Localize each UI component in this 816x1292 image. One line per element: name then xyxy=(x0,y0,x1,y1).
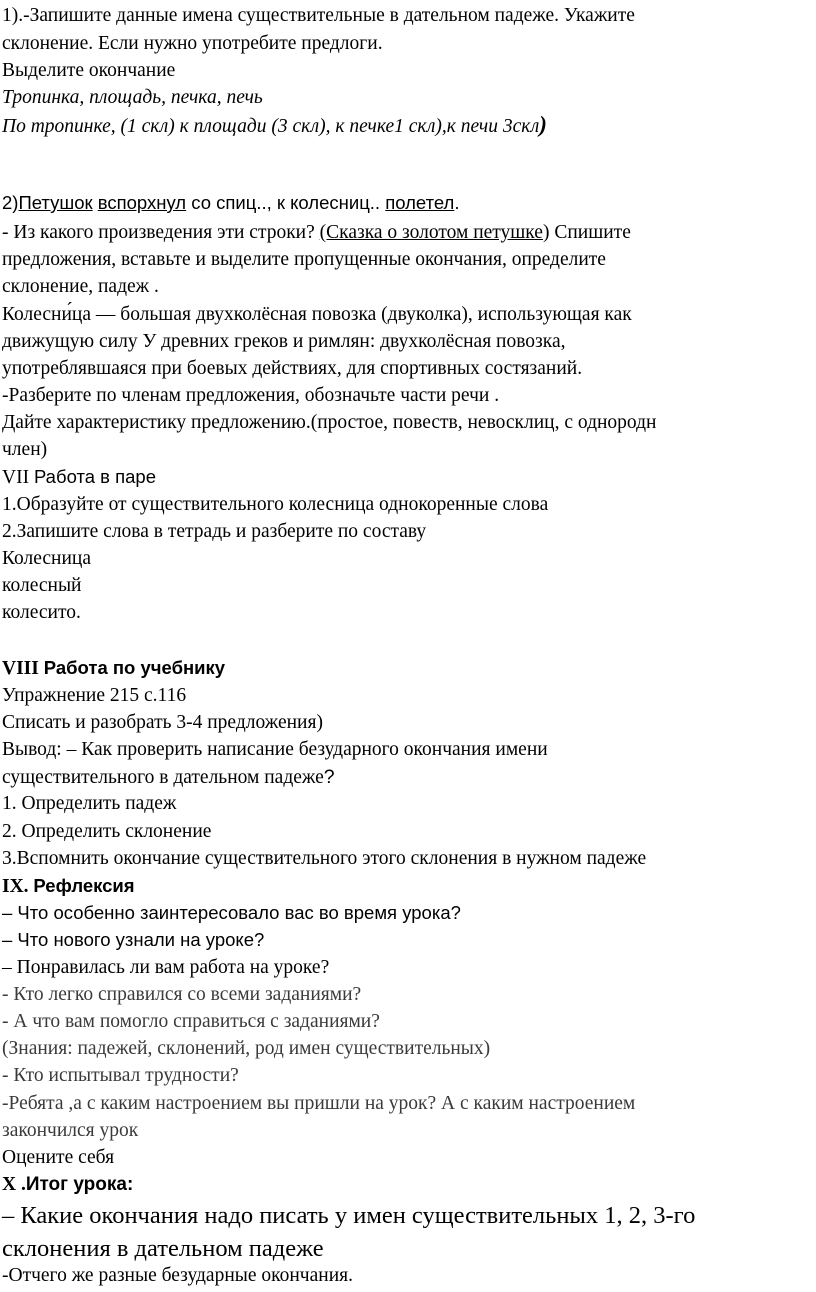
section8-exercise: Упражнение 215 с.116 xyxy=(2,685,187,706)
conclusion-question-mark: ? xyxy=(323,766,335,788)
task2-question-end: ) Спишите xyxy=(542,222,631,243)
section8-number: VIII xyxy=(2,658,44,679)
section7-word1: Колесница xyxy=(2,548,92,569)
task2-question-line3: склонение, падеж . xyxy=(2,276,159,297)
section8-title: Работа по учебнику xyxy=(43,657,226,678)
characteristic-line2: член) xyxy=(2,439,48,460)
section10-title: Итог урока: xyxy=(25,1174,134,1195)
task2-question xyxy=(2,221,631,245)
reflection-q1: – Что особенно заинтересовало вас во время урока? xyxy=(2,902,461,923)
summary-q1-line1: – Какие окончания надо писать у имен существительных 1, 2, 3-го xyxy=(2,1202,696,1229)
section7-title: Работа в паре xyxy=(33,466,156,487)
task2-subject: Петушок xyxy=(18,192,93,213)
reflection-q2: – Что нового узнали на уроке? xyxy=(2,929,265,950)
reflection-q8-line1: -Ребята ,а с каким настроением вы пришли на урок? А с каким настроением xyxy=(2,1093,636,1114)
reflection-q3: – Понравилась ли вам работа на уроке? xyxy=(2,957,330,978)
task1-answer-text: По тропинке, (1 скл) к площади (3 скл), к печке1 скл),к печи 3скл xyxy=(2,116,540,137)
section7-number: VII xyxy=(2,467,34,488)
task2-prefix: 2) xyxy=(2,192,19,213)
definition-line2: движущую силу У древних греков и римлян: двухколёсная повозка, xyxy=(2,331,566,352)
task1-line3: Выделите окончание xyxy=(2,60,176,81)
section7-heading xyxy=(2,465,156,490)
conclusion-line1: Вывод: – Как проверить написание безударного окончания имени xyxy=(2,739,548,760)
reflection-q9: Оцените себя xyxy=(2,1147,115,1168)
task1-line2: склонение. Если нужно употребите предлоги. xyxy=(2,33,383,54)
task2-source: (Сказка о золотом петушке xyxy=(319,222,543,243)
step1: 1. Определить падеж xyxy=(2,793,177,814)
reflection-q4: - Кто легко справился со всеми заданиями? xyxy=(2,984,362,1005)
task1-answer-paren: ) xyxy=(539,112,547,137)
step2: 2. Определить склонение xyxy=(2,821,212,842)
task2-sentence xyxy=(2,191,459,215)
section9-number: IX. xyxy=(2,876,34,897)
task1-answer xyxy=(2,113,547,139)
section7-word2: колесный xyxy=(2,575,82,596)
section10-number: X . xyxy=(2,1174,26,1195)
summary-q1-line2: склонения в дательном падеже xyxy=(2,1235,324,1262)
reflection-q7: - Кто испытывал трудности? xyxy=(2,1065,239,1086)
section7-item2: 2.Запишите слова в тетрадь и разберите по составу xyxy=(2,521,427,542)
reflection-q5: - А что вам помогло справиться с заданиями? xyxy=(2,1011,380,1032)
reflection-q6: (Знания: падежей, склонений, род имен существительных) xyxy=(2,1038,491,1059)
section10-heading xyxy=(2,1173,133,1197)
step3: 3.Вспомнить окончание существительного этого склонения в нужном падеже xyxy=(2,848,647,869)
reflection-q8-line2: закончился урок xyxy=(2,1120,139,1141)
conclusion-text: существительного в дательном падеже xyxy=(2,767,324,788)
conclusion-line2 xyxy=(2,765,335,790)
section8-task: Списать и разобрать 3-4 предложения) xyxy=(2,712,323,733)
section9-title: Рефлексия xyxy=(33,875,135,896)
task2-predicate-2: полетел xyxy=(385,192,455,213)
task1-words: Тропинка, площадь, печка, печь xyxy=(2,87,263,108)
section7-word3: колесито. xyxy=(2,602,81,623)
section9-heading xyxy=(2,874,135,899)
section7-item1: 1.Образуйте от существительного колесница однокоренные слова xyxy=(2,494,549,515)
definition-line1: Колесни́ца — большая двухколёсная повозка (двуколка), использующая как xyxy=(2,304,632,325)
task2-question-start: - Из какого произведения эти строки? xyxy=(2,222,320,243)
task2-end: . xyxy=(454,192,460,213)
summary-q2: -Отчего же разные безударные окончания. xyxy=(2,1265,353,1286)
definition-line3: употреблявшаяся при боевых действиях, для спортивных состязаний. xyxy=(2,358,583,379)
section8-heading xyxy=(2,656,225,681)
task2-middle: со спиц.., к колесниц.. xyxy=(186,192,386,213)
parse-instruction: -Разберите по членам предложения, обозначьте части речи . xyxy=(2,385,500,406)
task2-predicate: вспорхнул xyxy=(97,192,187,213)
characteristic-line1: Дайте характеристику предложению.(простое, повеств, невосклиц, с однородн xyxy=(2,412,657,433)
task2-question-line2: предложения, вставьте и выделите пропущенные окончания, определите xyxy=(2,249,606,270)
task1-line1: 1).-Запишите данные имена существительные в дательном падеже. Укажите xyxy=(2,5,635,26)
